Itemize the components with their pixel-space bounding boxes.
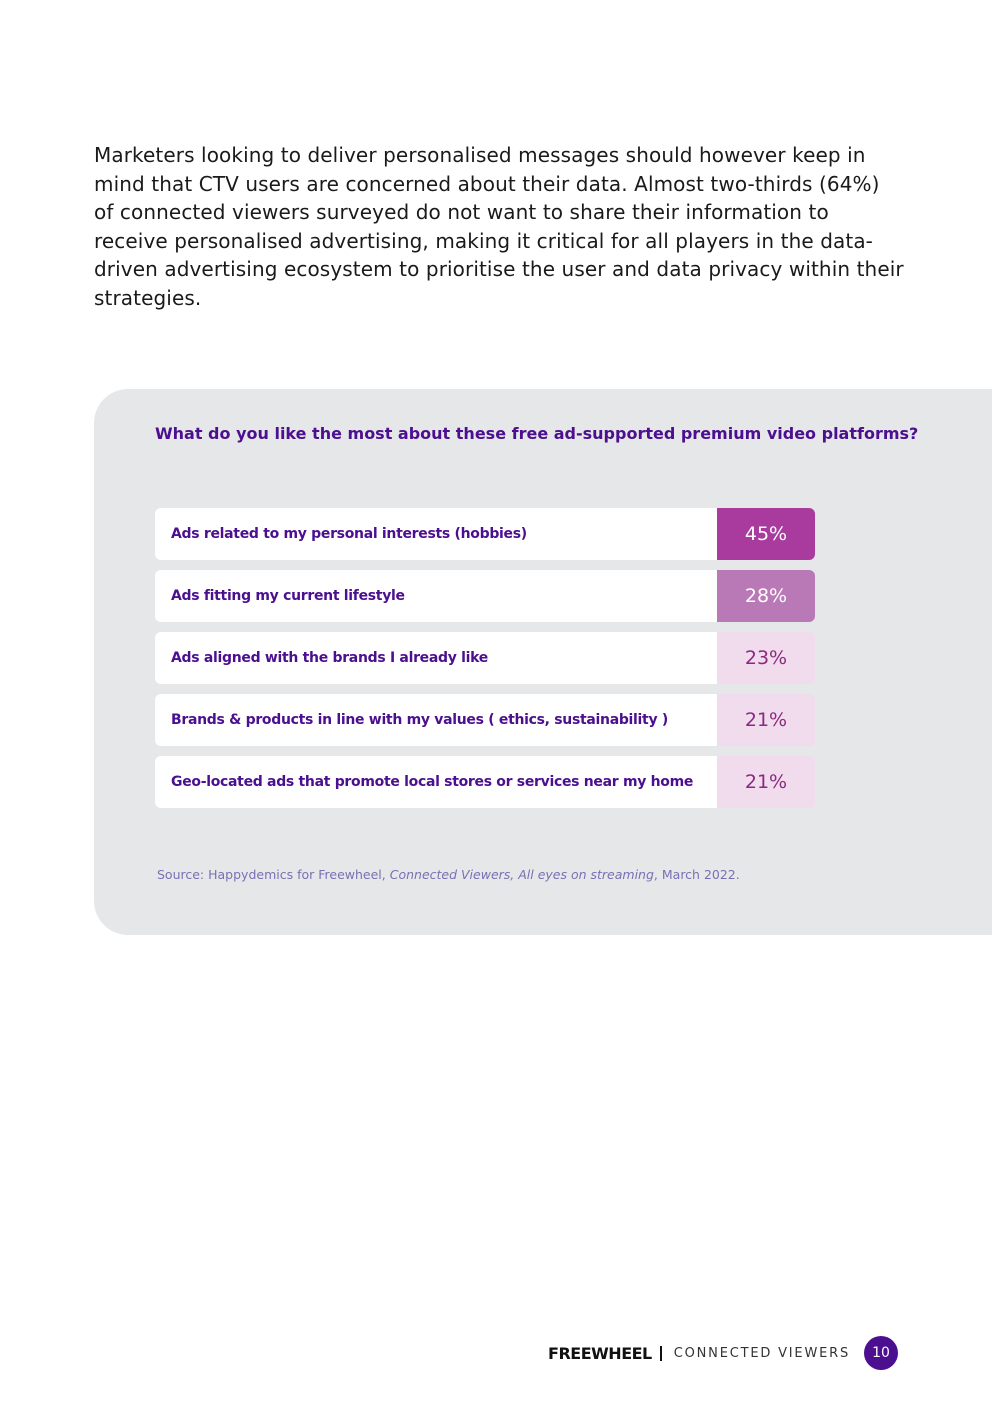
source-note xyxy=(157,867,740,882)
table-row xyxy=(155,694,815,746)
page-footer xyxy=(548,1335,898,1371)
row-label: Ads related to my personal interests (hobbies) xyxy=(155,508,717,560)
footer-divider xyxy=(660,1346,662,1361)
page-number: 10 xyxy=(864,1336,898,1370)
footer-label: CONNECTED VIEWERS xyxy=(673,1345,850,1361)
row-label: Ads aligned with the brands I already like xyxy=(155,632,717,684)
intro-paragraph: Marketers looking to deliver personalised messages should however keep in mind that CTV users are concerned about their data. Almost two-thirds (64%) of connected viewers surveyed do not want to share their information to receive personalised advertising, making it critical for all players in the data-driven advertising ecosystem to prioritise the user and data privacy within their strategies. xyxy=(94,143,904,310)
freewheel-logo: FREEWHEEL xyxy=(548,1343,652,1363)
table-row xyxy=(155,508,815,560)
source-suffix: , March 2022. xyxy=(653,867,740,882)
row-value: 23% xyxy=(717,632,815,684)
row-label: Geo-located ads that promote local stores or services near my home xyxy=(155,756,717,808)
row-label: Brands & products in line with my values ( ethics, sustainability ) xyxy=(155,694,717,746)
table-row xyxy=(155,570,815,622)
table-row xyxy=(155,756,815,808)
row-value: 21% xyxy=(717,694,815,746)
table-row xyxy=(155,632,815,684)
row-value: 21% xyxy=(717,756,815,808)
survey-panel xyxy=(94,389,992,935)
row-label: Ads fitting my current lifestyle xyxy=(155,570,717,622)
results-table xyxy=(155,508,815,818)
row-value: 28% xyxy=(717,570,815,622)
survey-question: What do you like the most about these free ad-supported premium video platforms? xyxy=(155,424,919,443)
source-title: Connected Viewers, All eyes on streaming xyxy=(389,867,654,882)
row-value: 45% xyxy=(717,508,815,560)
source-prefix: Source: Happydemics for Freewheel, xyxy=(157,867,390,882)
